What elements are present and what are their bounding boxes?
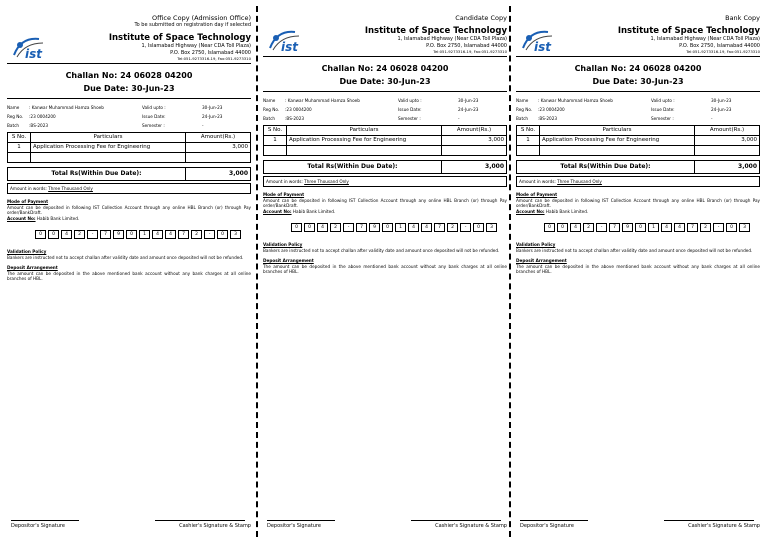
- row-particular: Application Processing Fee for Engineering: [540, 136, 695, 146]
- svg-text:ist: ist: [25, 47, 42, 61]
- depositor-signature-label: Depositor's Signature: [267, 523, 321, 529]
- institute-header: [516, 26, 760, 57]
- account-digit: 3: [486, 223, 497, 232]
- account-digit: 1: [395, 223, 406, 232]
- issue-label: Issue Date:: [651, 107, 675, 112]
- due-date: Due Date: 30-Jun-23: [7, 84, 251, 99]
- semester-value: -: [711, 116, 713, 121]
- institute-contact: Tel:051-9273316-19, Fax:051-9273310: [177, 56, 251, 61]
- amount-in-words: Amount in words: Three Thousand Only: [263, 176, 507, 187]
- account-digit: 1: [648, 223, 659, 232]
- issue-label: Issue Date:: [142, 114, 166, 119]
- account-digit: 0: [544, 223, 555, 232]
- account-digit: 2: [447, 223, 458, 232]
- total-amount: 3,000: [695, 161, 760, 174]
- account-digit: 3: [230, 230, 241, 239]
- account-digit: 0: [726, 223, 737, 232]
- copy-title: Office Copy (Admission Office): [152, 14, 251, 22]
- challan-number: Challan No: 24 06028 04200: [65, 71, 193, 80]
- student-name: : Kanwar Muhammad Hamza Shoeb: [285, 98, 360, 103]
- account-digit: 0: [557, 223, 568, 232]
- depositor-signature-label: Depositor's Signature: [11, 523, 65, 529]
- mode-of-payment: Mode of Payment Amount can be deposited in following IST Collection Account through any online HBL Branch (or) through Pay order/BankDraft. Account No: Habib Bank Limited.: [7, 199, 251, 221]
- student-info: [7, 104, 251, 132]
- institute-name: Institute of Space Technology: [108, 33, 251, 43]
- cut-line: [256, 6, 258, 537]
- semester-label: Semester :: [651, 116, 674, 121]
- col-amount: Amount(Rs.): [442, 126, 507, 136]
- ist-logo-icon: [11, 35, 51, 61]
- deposit-arrangement: Deposit Arrangement The amount can be deposited in the above mentioned bank account without any bank charges at all online branches of HBL.: [263, 258, 507, 274]
- account-digit: 4: [661, 223, 672, 232]
- student-info: [263, 97, 507, 125]
- validation-policy: Validation Policy Bankers are instructed not to accept challan after validity date and amount once deposited will not be refunded.: [263, 242, 500, 253]
- ist-logo-icon: [267, 28, 307, 54]
- account-digit: -: [460, 223, 471, 232]
- row-amount: 3,000: [442, 136, 507, 146]
- amount-words-value: Three Thousand Only: [304, 179, 349, 184]
- total-label: Total Rs(Within Due Date):: [8, 168, 186, 181]
- depositor-signature-label: Depositor's Signature: [520, 523, 574, 529]
- col-particulars: Particulars: [31, 133, 186, 143]
- account-digit: 2: [583, 223, 594, 232]
- account-digit: 7: [356, 223, 367, 232]
- issue-date: 24-Jun-23: [711, 107, 732, 112]
- svg-text:ist: ist: [281, 40, 298, 54]
- batch-value: :BS-2023: [538, 116, 558, 121]
- account-digit: -: [204, 230, 215, 239]
- valid-label: Valid upto :: [142, 105, 166, 110]
- issue-label: Issue Date:: [398, 107, 422, 112]
- valid-date: 30-Jun-23: [458, 98, 479, 103]
- batch-value: :BS-2023: [29, 123, 49, 128]
- copy-title: Candidate Copy: [455, 14, 507, 22]
- total-amount: 3,000: [186, 168, 251, 181]
- validation-policy: Validation Policy Bankers are instructed not to accept challan after validity date and amount once deposited will not be refunded.: [7, 249, 244, 260]
- challan-number: Challan No: 24 06028 04200: [574, 64, 702, 73]
- account-digit: 7: [609, 223, 620, 232]
- student-info: [516, 97, 760, 125]
- cashier-signature-label: Cashier's Signature & Stamp: [435, 523, 507, 529]
- account-digit: -: [343, 223, 354, 232]
- depositor-signature-line: [267, 520, 335, 521]
- batch-label: Batch: [7, 123, 20, 128]
- account-digit: 9: [622, 223, 633, 232]
- institute-address: 1, Islamabad Highway (Near CDA Toll Plaza): [141, 43, 251, 49]
- name-label: Name: [516, 98, 529, 103]
- account-digit: -: [713, 223, 724, 232]
- col-particulars: Particulars: [287, 126, 442, 136]
- col-sno: S No.: [264, 126, 287, 136]
- account-number: [291, 223, 507, 232]
- institute-name: Institute of Space Technology: [617, 26, 760, 36]
- account-digit: -: [596, 223, 607, 232]
- semester-value: -: [202, 123, 204, 128]
- reg-number: :23 0004200: [29, 114, 56, 119]
- account-digit: 2: [191, 230, 202, 239]
- semester-label: Semester :: [142, 123, 165, 128]
- total-table: [263, 160, 507, 174]
- row-particular: Application Processing Fee for Engineering: [287, 136, 442, 146]
- batch-label: Batch: [516, 116, 529, 121]
- cashier-signature-line: [155, 520, 245, 521]
- account-digit: 0: [473, 223, 484, 232]
- valid-label: Valid upto :: [398, 98, 422, 103]
- name-label: Name: [263, 98, 276, 103]
- total-label: Total Rs(Within Due Date):: [517, 161, 695, 174]
- account-digit: 4: [570, 223, 581, 232]
- cashier-signature-line: [411, 520, 501, 521]
- valid-date: 30-Jun-23: [202, 105, 223, 110]
- amount-words-value: Three Thousand Only: [48, 186, 93, 191]
- account-digit: 3: [739, 223, 750, 232]
- reg-number: :23 0004200: [538, 107, 565, 112]
- account-digit: 9: [369, 223, 380, 232]
- account-digit: 0: [382, 223, 393, 232]
- account-digit: 4: [421, 223, 432, 232]
- ist-logo-icon: [520, 28, 560, 54]
- due-date: Due Date: 30-Jun-23: [516, 77, 760, 92]
- challan-copy: [512, 0, 764, 543]
- account-digit: 0: [48, 230, 59, 239]
- validation-policy: Validation Policy Bankers are instructed not to accept challan after validity date and amount once deposited will not be refunded.: [516, 242, 753, 253]
- copy-subtitle: To be submitted on registration day if selected: [134, 22, 251, 28]
- account-digit: 0: [35, 230, 46, 239]
- svg-text:ist: ist: [534, 40, 551, 54]
- total-label: Total Rs(Within Due Date):: [264, 161, 442, 174]
- col-amount: Amount(Rs.): [186, 133, 251, 143]
- row-sno: 1: [264, 136, 287, 146]
- account-number: [35, 230, 251, 239]
- account-digit: 7: [687, 223, 698, 232]
- amount-in-words: Amount in words: Three Thousand Only: [7, 183, 251, 194]
- semester-value: -: [458, 116, 460, 121]
- mode-of-payment: Mode of Payment Amount can be deposited in following IST Collection Account through any online HBL Branch (or) through Pay order/BankDraft. Account No: Habib Bank Limited.: [263, 192, 507, 214]
- deposit-arrangement: Deposit Arrangement The amount can be deposited in the above mentioned bank account without any bank charges at all online branches of HBL.: [516, 258, 760, 274]
- account-digit: 0: [291, 223, 302, 232]
- col-particulars: Particulars: [540, 126, 695, 136]
- depositor-signature-line: [11, 520, 79, 521]
- row-particular: Application Processing Fee for Engineering: [31, 143, 186, 153]
- reg-number: :23 0004200: [285, 107, 312, 112]
- account-digit: 2: [700, 223, 711, 232]
- col-sno: S No.: [8, 133, 31, 143]
- semester-label: Semester :: [398, 116, 421, 121]
- student-name: : Kanwar Muhammad Hamza Shoeb: [29, 105, 104, 110]
- valid-label: Valid upto :: [651, 98, 675, 103]
- account-digit: 4: [165, 230, 176, 239]
- account-digit: 7: [100, 230, 111, 239]
- institute-contact: Tel:051-9273316-19, Fax:051-9273310: [433, 49, 507, 54]
- account-digit: -: [87, 230, 98, 239]
- account-digit: 2: [330, 223, 341, 232]
- issue-date: 24-Jun-23: [202, 114, 223, 119]
- row-amount: 3,000: [695, 136, 760, 146]
- institute-header: [263, 26, 507, 57]
- issue-date: 24-Jun-23: [458, 107, 479, 112]
- cashier-signature-line: [664, 520, 754, 521]
- row-sno: 1: [517, 136, 540, 146]
- institute-pobox: P.O. Box 2750, Islamabad 44000: [679, 42, 760, 49]
- account-digit: 4: [152, 230, 163, 239]
- account-digit: 1: [139, 230, 150, 239]
- amount-words-value: Three Thousand Only: [557, 179, 602, 184]
- amount-in-words: Amount in words: Three Thousand Only: [516, 176, 760, 187]
- mode-of-payment: Mode of Payment Amount can be deposited in following IST Collection Account through any online HBL Branch (or) through Pay order/BankDraft. Account No: Habib Bank Limited.: [516, 192, 760, 214]
- table-row: [517, 136, 760, 146]
- table-row: [8, 143, 251, 153]
- total-amount: 3,000: [442, 161, 507, 174]
- fee-table: [263, 125, 507, 156]
- name-label: Name: [7, 105, 20, 110]
- challan-copy: [259, 0, 511, 543]
- challan-copy: [3, 0, 255, 543]
- account-number: [544, 223, 760, 232]
- institute-header: [7, 33, 251, 64]
- reg-label: Reg No.: [516, 107, 533, 112]
- account-digit: 0: [635, 223, 646, 232]
- reg-label: Reg No.: [7, 114, 24, 119]
- copy-title: Bank Copy: [725, 14, 760, 22]
- institute-pobox: P.O. Box 2750, Islamabad 44000: [426, 42, 507, 49]
- institute-address: 1, Islamabad Highway (Near CDA Toll Plaza): [397, 36, 507, 42]
- table-row: [264, 136, 507, 146]
- row-amount: 3,000: [186, 143, 251, 153]
- account-digit: 7: [434, 223, 445, 232]
- institute-name: Institute of Space Technology: [364, 26, 507, 36]
- institute-contact: Tel:051-9273316-19, Fax:051-9273310: [686, 49, 760, 54]
- account-digit: 4: [674, 223, 685, 232]
- col-amount: Amount(Rs.): [695, 126, 760, 136]
- due-date: Due Date: 30-Jun-23: [263, 77, 507, 92]
- reg-label: Reg No.: [263, 107, 280, 112]
- institute-pobox: P.O. Box 2750, Islamabad 44000: [170, 49, 251, 56]
- fee-table: [7, 132, 251, 163]
- account-digit: 7: [178, 230, 189, 239]
- cashier-signature-label: Cashier's Signature & Stamp: [688, 523, 760, 529]
- account-digit: 0: [304, 223, 315, 232]
- challan-number: Challan No: 24 06028 04200: [321, 64, 449, 73]
- account-digit: 4: [61, 230, 72, 239]
- account-digit: 0: [217, 230, 228, 239]
- institute-address: 1, Islamabad Highway (Near CDA Toll Plaza): [650, 36, 760, 42]
- total-table: [7, 167, 251, 181]
- account-digit: 2: [74, 230, 85, 239]
- batch-value: :BS-2023: [285, 116, 305, 121]
- batch-label: Batch: [263, 116, 276, 121]
- account-digit: 4: [408, 223, 419, 232]
- depositor-signature-line: [520, 520, 588, 521]
- fee-table: [516, 125, 760, 156]
- deposit-arrangement: Deposit Arrangement The amount can be deposited in the above mentioned bank account without any bank charges at all online branches of HBL.: [7, 265, 251, 281]
- row-sno: 1: [8, 143, 31, 153]
- account-digit: 4: [317, 223, 328, 232]
- valid-date: 30-Jun-23: [711, 98, 732, 103]
- cashier-signature-label: Cashier's Signature & Stamp: [179, 523, 251, 529]
- account-digit: 0: [126, 230, 137, 239]
- col-sno: S No.: [517, 126, 540, 136]
- total-table: [516, 160, 760, 174]
- student-name: : Kanwar Muhammad Hamza Shoeb: [538, 98, 613, 103]
- account-digit: 9: [113, 230, 124, 239]
